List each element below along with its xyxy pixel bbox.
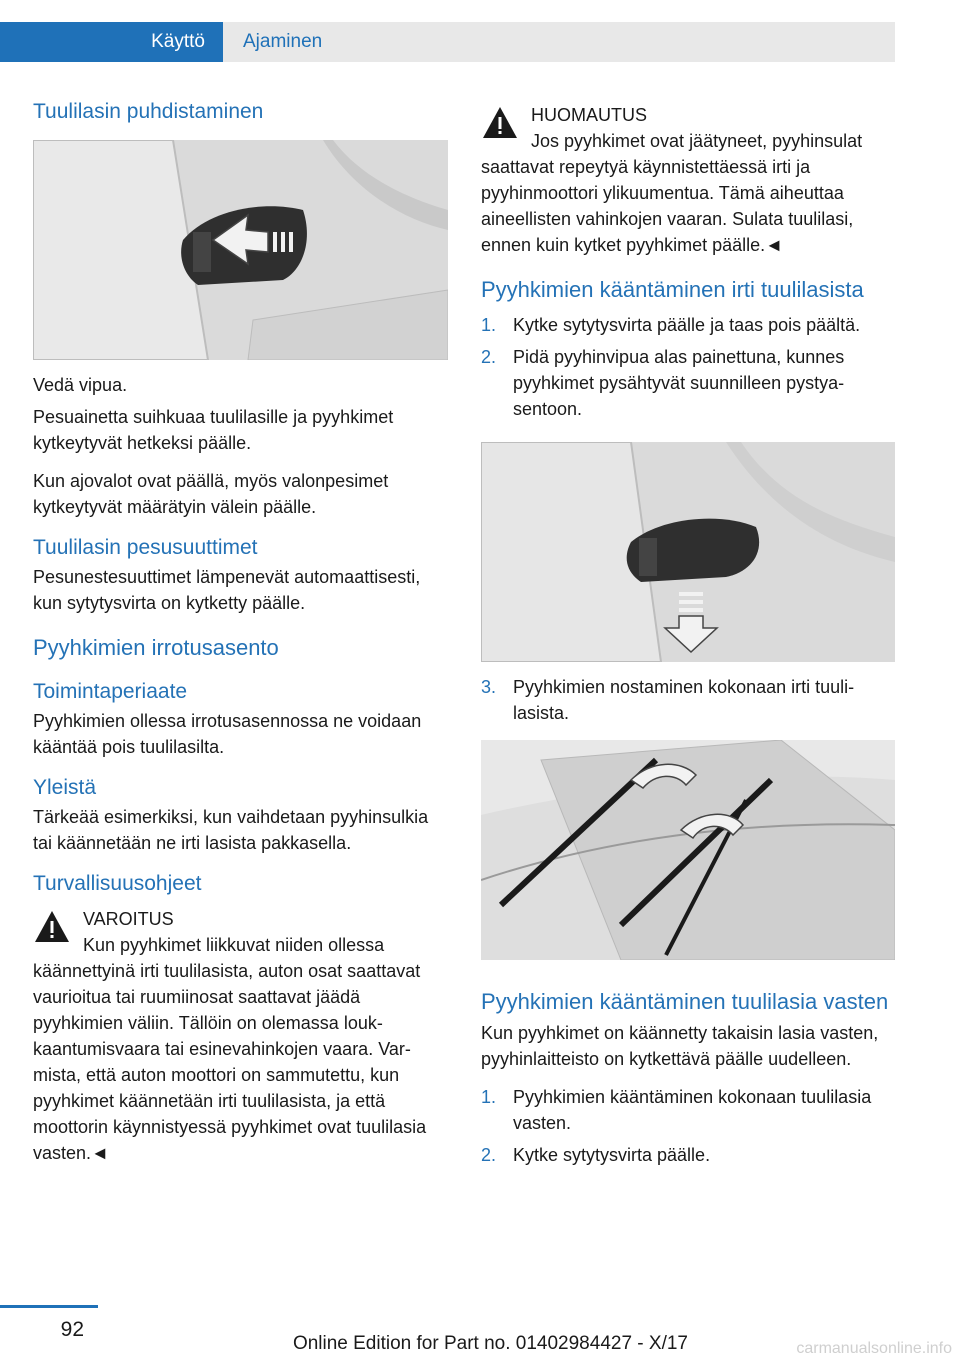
list-item: 1. Pyyhkimien kääntäminen kokonaan tuulilasia vasten.	[481, 1087, 872, 1133]
steps-fold-away-3	[481, 674, 895, 726]
wiper-lever-pull-illustration	[33, 140, 448, 360]
heading-general: Yleistä	[33, 776, 97, 799]
tab-kaytto[interactable]: Käyttö	[0, 22, 223, 62]
list-item: 2. Pidä pyyhinvipua alas painettuna, kunnes pyyhkimet pysähtyvät suunnilleen pystyasentoon.	[481, 347, 845, 419]
warning-title: VAROITUS	[83, 909, 174, 929]
nozzles-text: Pesunestesuuttimet lämpenevät automaattisesti, kun sytytysvirta on kytketty päälle.	[33, 567, 421, 613]
warning-text: Kun pyyhkimet liikkuvat niiden ollessa käännettyinä irti tuulilasista, auton osat saattavat vaurioitua tai ruumiinosat saattavat jäädä pyyhkimien väliin. Tällöin on olemassa loukkaantumisvaara tai esinevahinkojen vaara. Varmista, että auton moottori on sammutettu, kun pyyhkimet käännetään irti tuulilasista, ja että moottorin käynnistyessä pyyhkimet ovat tuulilasia vasten.◄	[33, 935, 427, 1163]
general-text: Tärkeää esimerkiksi, kun vaihdetaan pyyhinsulkia tai käännetään ne irti lasista pakkasella.	[33, 807, 429, 853]
notice-title: HUOMAUTUS	[531, 105, 647, 125]
heading-windshield-cleaning: Tuulilasin puhdistaminen	[33, 100, 264, 123]
steps-fold-back	[481, 1084, 895, 1168]
pull-lever-text: Vedä vipua.	[33, 375, 128, 395]
chapter-tabs	[0, 0, 895, 62]
steps-fold-away	[481, 312, 895, 422]
heading-fold-back: Pyyhkimien kääntäminen tuulilasia vasten	[481, 989, 889, 1014]
notice-block	[481, 102, 895, 258]
principle-text: Pyyhkimien ollessa irrotusasennossa ne voidaan kääntää pois tuulilasilta.	[33, 711, 422, 757]
wiper-lever-push-down-illustration	[481, 442, 895, 662]
right-column	[481, 102, 895, 1168]
heading-fold-position: Pyyhkimien irrotusasento	[33, 635, 279, 660]
heading-principle: Toimintaperiaate	[33, 680, 188, 703]
watermark: carmanualsonline.info	[796, 1340, 952, 1357]
list-item: 3. Pyyhkimien nostaminen kokonaan irti tuulilasista.	[481, 677, 855, 723]
fold-back-text: Kun pyyhkimet on käännetty takaisin lasia vasten, pyyhinlaitteisto on kytkettävä päälle uudelleen.	[481, 1023, 879, 1069]
heading-safety: Turvallisuusohjeet	[33, 872, 202, 895]
left-column	[33, 98, 448, 1166]
warning-block	[33, 906, 448, 1166]
wipers-raised-illustration	[481, 740, 895, 960]
warning-triangle-icon	[33, 908, 71, 946]
list-item: 2. Kytke sytytysvirta päälle.	[481, 1145, 711, 1165]
warning-triangle-icon	[481, 104, 519, 142]
page-number: 92	[60, 1318, 84, 1341]
washer-text: Pesuainetta suihkuaa tuulilasille ja pyyhkimet kytkeytyvät hetkeksi päälle.	[33, 407, 394, 453]
heading-washer-nozzles: Tuulilasin pesusuuttimet	[33, 536, 258, 559]
edition-footer: Online Edition for Part no. 01402984427 - X/17	[292, 1333, 688, 1354]
notice-text: Jos pyyhkimet ovat jäätyneet, pyyhinsulat saattavat repeytyä käynnistettäessä irti ja pyyhinmoottori ylikuumentua. Tämä aiheuttaa aineellisten vahinkojen vaaran. Sulata tuulilasi, ennen kuin kytket pyyhkimet päälle.◄	[481, 131, 863, 255]
headlight-washer-text: Kun ajovalot ovat päällä, myös valonpesimet kytkeytyvät määrätyin välein päälle.	[33, 471, 389, 517]
tab-ajaminen[interactable]: Ajaminen	[223, 22, 895, 62]
heading-fold-away: Pyyhkimien kääntäminen irti tuulilasista	[481, 277, 864, 302]
page-number-rule	[0, 1305, 98, 1308]
list-item: 1. Kytke sytytysvirta päälle ja taas pois päältä.	[481, 315, 861, 335]
